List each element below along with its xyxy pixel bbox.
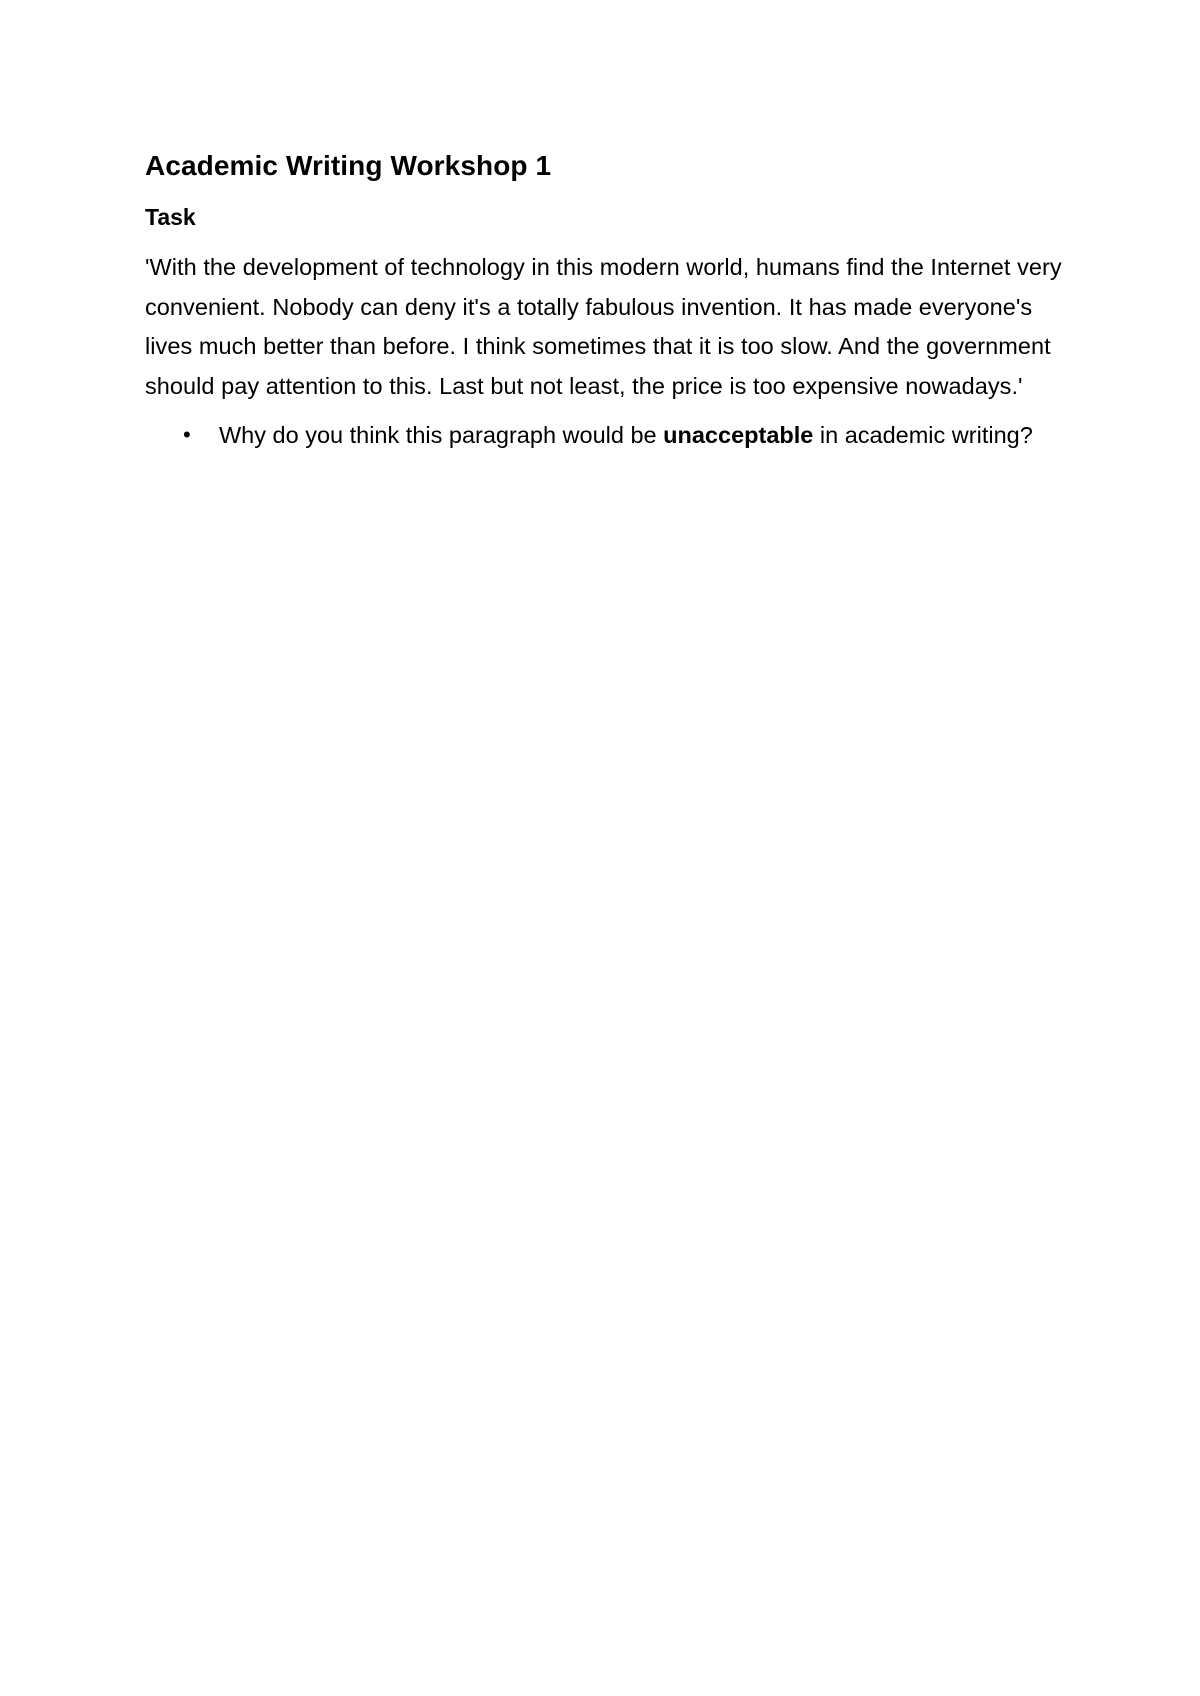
section-heading-task: Task xyxy=(145,204,196,230)
bullet-icon: • xyxy=(183,422,191,447)
list-item xyxy=(145,416,1075,454)
quoted-paragraph: 'With the development of technology in this modern world, humans find the Internet very convenient. Nobody can deny it's a totally fabulous invention. It has made everyone's lives much better than before. I think sometimes that it is too slow. And the government should pay attention to this. Last but not least, the price is too expensive nowadays.' xyxy=(145,254,1062,399)
document-body xyxy=(145,148,1075,454)
question-text-start: Why do you think this paragraph would be xyxy=(219,422,664,448)
emphasized-word: unacceptable xyxy=(663,422,814,448)
question-text-end: in academic writing? xyxy=(813,422,1033,448)
document-title: Academic Writing Workshop 1 xyxy=(145,150,552,181)
question-list xyxy=(145,416,1075,454)
